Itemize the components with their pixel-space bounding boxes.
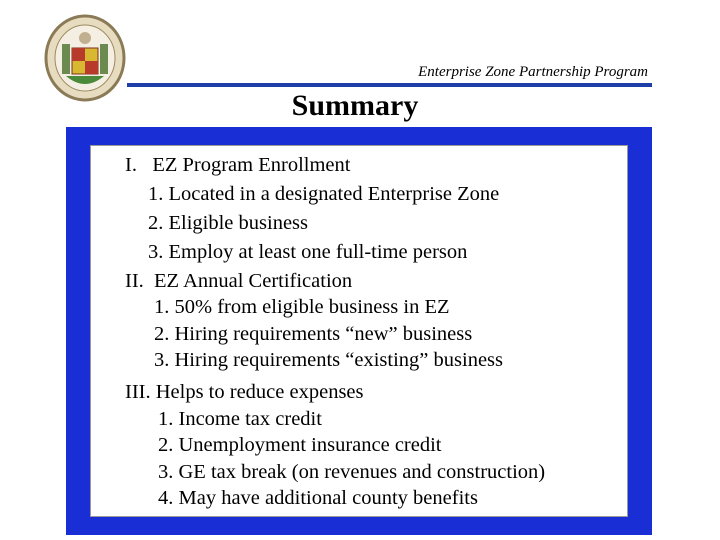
list-item: 1. Located in a designated Enterprise Zone xyxy=(148,183,500,205)
slide-title: Summary xyxy=(291,89,419,122)
section-heading: II. EZ Annual Certification xyxy=(125,270,353,292)
list-item: 1. 50% from eligible business in EZ xyxy=(154,296,450,318)
program-name-header: Enterprise Zone Partnership Program xyxy=(418,64,648,80)
list-item: 3. GE tax break (on revenues and construction) xyxy=(158,461,546,483)
list-item: 2. Hiring requirements “new” business xyxy=(154,323,473,345)
list-item: 3. Employ at least one full-time person xyxy=(148,241,468,263)
list-item: 2. Eligible business xyxy=(148,212,309,234)
list-item: 2. Unemployment insurance credit xyxy=(158,434,442,456)
list-item: 3. Hiring requirements “existing” business xyxy=(154,349,504,371)
list-item: 4. May have additional county benefits xyxy=(158,487,478,509)
section-heading: I. EZ Program Enrollment xyxy=(125,154,351,176)
section-heading: III. Helps to reduce expenses xyxy=(125,381,364,403)
header-divider xyxy=(127,83,652,87)
list-item: 1. Income tax credit xyxy=(158,408,322,430)
